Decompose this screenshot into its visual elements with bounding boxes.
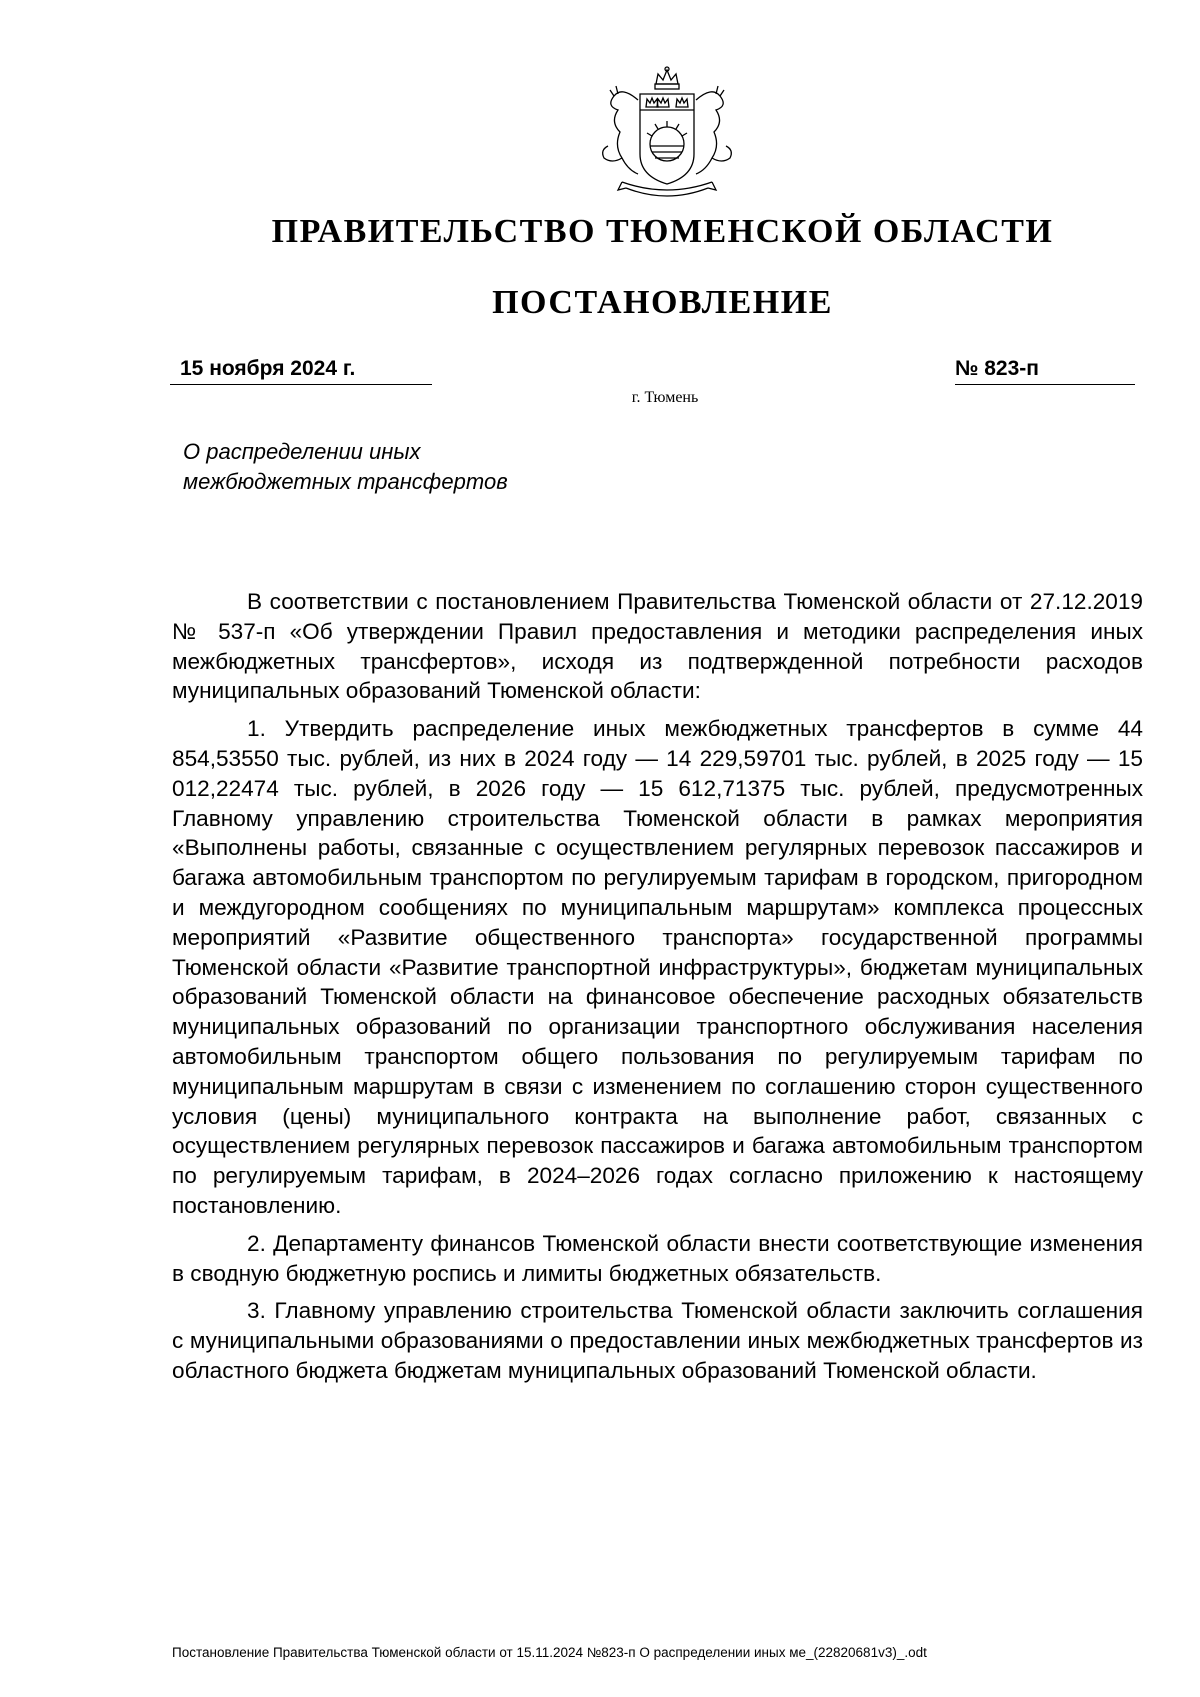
document-number-field (955, 357, 1135, 385)
document-type-heading: ПОСТАНОВЛЕНИЕ (492, 284, 833, 321)
document-date-field (170, 357, 432, 385)
subject-line-1: О распределении иных (183, 439, 421, 464)
subject-line-2: межбюджетных трансфертов (183, 469, 508, 494)
preamble-paragraph: В соответствии с постановлением Правительства Тюменской области от 27.12.2019 № 537-п «Об утверждении Правил предоставления и методики распределения иных межбюджетных трансфертов», исходя из подтвержденной потребности расходов муниципальных образований Тюменской области: (172, 589, 1143, 704)
document-date: 15 ноября 2024 г. (180, 357, 356, 380)
coat-of-arms-emblem (592, 66, 742, 206)
organization-title: ПРАВИТЕЛЬСТВО ТЮМЕНСКОЙ ОБЛАСТИ (271, 213, 1054, 250)
document-number: № 823-п (955, 357, 1039, 380)
document-body (172, 587, 1143, 1386)
issuing-city: г. Тюмень (631, 389, 699, 406)
clause-3-paragraph: 3. Главному управлению строительства Тюменской области заключить соглашения с муниципальными образованиями о предоставлении иных межбюджетных трансфертов из областного бюджета бюджетам муниципальных образований Тюменской области. (172, 1298, 1143, 1383)
clause-2-paragraph: 2. Департаменту финансов Тюменской области внести соответствующие изменения в сводную бюджетную роспись и лимиты бюджетных обязательств. (172, 1230, 1143, 1286)
page-footer: Постановление Правительства Тюменской области от 15.11.2024 №823-п О распределении иных ме_(22820681v3)_.odt (172, 1645, 927, 1660)
document-subject (183, 437, 643, 497)
clause-1-paragraph: 1. Утвердить распределение иных межбюджетных трансфертов в сумме 44 854,53550 тыс. рублей, из них в 2024 году — 14 229,59701 тыс. рублей, в 2025 году — 15 012,22474 тыс. рублей, в 2026 году — 15 612,71375 тыс. рублей, предусмотренных Главному управлению строительства Тюменской области в рамках мероприятия «Выполнены работы, связанные с осуществлением регулярных перевозок пассажиров и багажа автомобильным транспортом по регулируемым тарифам в городском, пригородном и междугородном сообщениях по муниципальным маршрутам» комплекса процессных мероприятий «Развитие общественного транспорта» государственной программы Тюменской области «Развитие транспортной инфраструктуры», бюджетам муниципальных образований Тюменской области на финансовое обеспечение расходных обязательств муниципальных образований по организации транспортного обслуживания населения автомобильным транспортом общего пользования по регулируемым тарифам по муниципальным маршрутам в связи с изменением по соглашению сторон существенного условия (цены) муниципального контракта на выполнение работ, связанных с осуществлением регулярных перевозок пассажиров и багажа автомобильным транспортом по регулируемым тарифам, в 2024–2026 годах согласно приложению к настоящему постановлению. (172, 716, 1143, 1218)
